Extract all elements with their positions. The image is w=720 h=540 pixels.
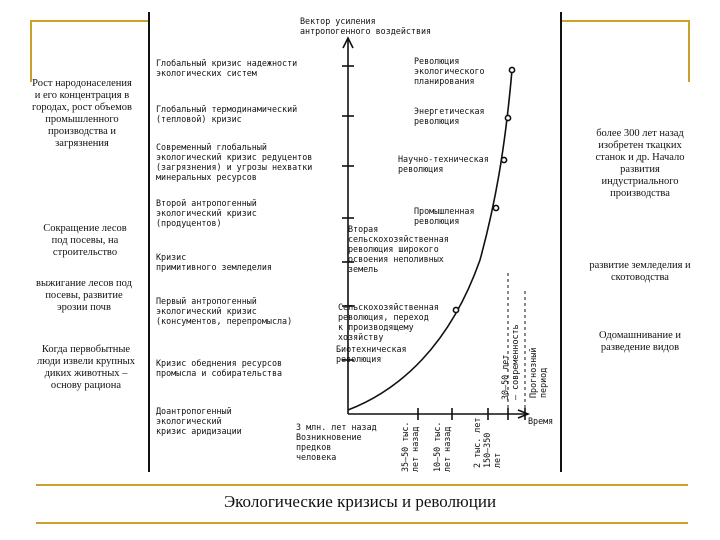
- crisis-label-7: Кризис обеднения ресурсов промысла и собирательства: [156, 358, 283, 378]
- figure-caption: Экологические кризисы и революции: [223, 492, 497, 511]
- revolution-label-3: Научно-техническая революция: [398, 154, 489, 174]
- left-note-1: Рост народонаселения и его концентрация в городах, рост объемов промышленного производства и загрязнения: [32, 78, 132, 149]
- crisis-label-5: Кризис примитивного земледелия: [156, 252, 272, 272]
- time-tick-label-4: 30—50 лет — современность: [500, 324, 520, 400]
- right-note-3: Одомашнивание и разведение видов: [598, 330, 682, 353]
- vertical-axis-title: Вектор усиления антропогенного воздействия: [300, 16, 432, 36]
- revolution-label-2: Энергетическая революция: [414, 106, 485, 126]
- time-tick-label-2: 10—50 тыс. лет назад: [432, 421, 452, 472]
- crisis-label-6: Первый антропогенный экологический кризис (консументов, перепромысла): [156, 296, 293, 326]
- left-note-3: выжигание лесов под посевы, развитие эрозии почв: [36, 278, 132, 313]
- left-note-2: Сокращение лесов под посевы, на строительство: [43, 223, 127, 258]
- revolution-label-7: Биотехническая революция: [336, 344, 407, 364]
- left-note-4: Когда первобытные люди извели крупных диких животных – основу рациона: [37, 344, 135, 391]
- crisis-label-3: Современный глобальный экологический кризис редуцентов (загрязнения) и угрозы нехватки минеральных ресурсов: [156, 142, 313, 182]
- revolution-label-4: Промышленная революция: [414, 206, 475, 226]
- crisis-label-1: Глобальный кризис надежности экологических систем: [156, 58, 298, 78]
- crisis-label-2: Глобальный термодинамический (тепловой) кризис: [156, 104, 298, 124]
- time-axis-label: Время: [528, 416, 554, 426]
- revolution-label-5: Вторая сельскохозяйственная революция широкого освоения неполивных земель: [348, 224, 449, 274]
- right-note-1: более 300 лет назад изобретен ткацких станок и др. Начало развития индустриального производства: [595, 128, 685, 199]
- time-tick-label-1: 35—50 тыс. лет назад: [400, 421, 420, 472]
- right-note-2: развитие земледелия и скотоводства: [589, 260, 691, 283]
- time-tick-label-5: Прогнозный период: [528, 347, 548, 398]
- revolution-label-1: Революция экологического планирования: [414, 56, 485, 86]
- revolution-label-6: Сельскохозяйственная революция, переход к производящему хозяйству: [338, 302, 439, 342]
- crisis-label-4: Второй антропогенный экологический кризис (продуцентов): [156, 198, 257, 228]
- revolution-label-8: 3 млн. лет назад Возникновение предков человека: [296, 422, 377, 462]
- time-tick-label-3: 2 тыс. лет 150—350 лет: [472, 417, 502, 468]
- crisis-label-8: Доантропогенный экологический кризис аридизации: [156, 406, 242, 436]
